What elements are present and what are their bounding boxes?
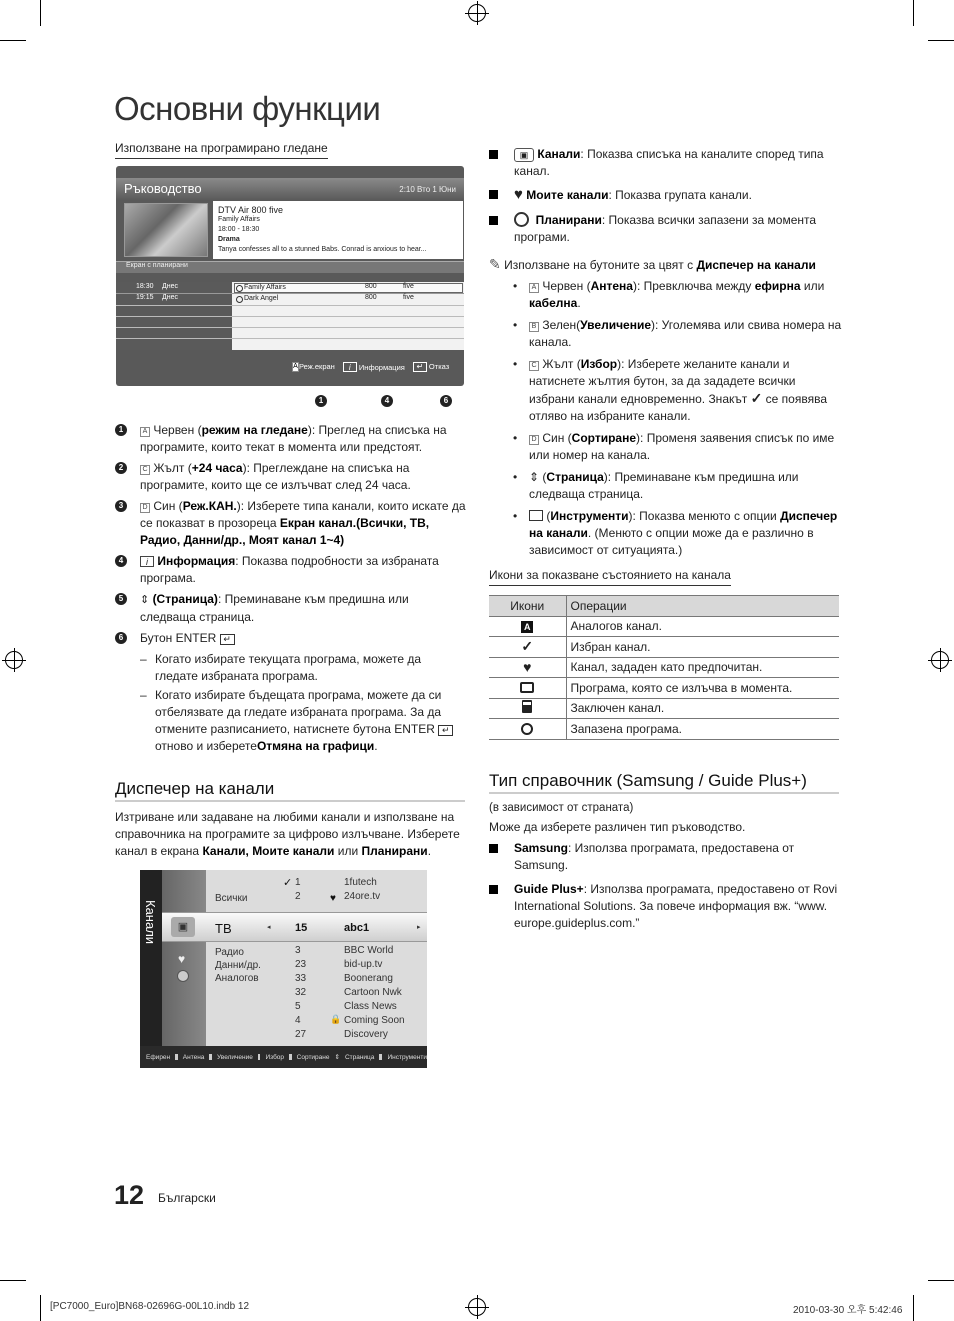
clock-icon xyxy=(514,212,529,227)
enter-icon: ↵ xyxy=(413,362,427,372)
section-heading-channels: Диспечер на канали xyxy=(115,779,275,798)
blue-d-icon xyxy=(289,1054,292,1060)
channels-icon: ▣ xyxy=(514,148,534,162)
page-language: Български xyxy=(158,1191,216,1205)
callout-badge: 4 xyxy=(381,395,393,407)
bullet-list xyxy=(489,146,839,246)
check-icon: ✓ xyxy=(283,877,293,889)
channel-number: 23 xyxy=(295,959,307,970)
list-item: 4 i Информация: Показва подробности за избраната програма. xyxy=(115,553,467,587)
table-row xyxy=(489,637,839,658)
icons-table xyxy=(489,595,839,740)
category-item[interactable]: Радио xyxy=(215,947,244,958)
green-b-icon xyxy=(209,1054,212,1060)
channel-name[interactable]: BBC World xyxy=(344,945,394,956)
guide-intro: Може да изберете различен тип ръководство. xyxy=(489,820,746,834)
yellow-c-icon: C xyxy=(529,361,539,371)
table-cell: Избран канал. xyxy=(566,637,839,658)
list-item: ♥ Моите канали: Показва групата канали. xyxy=(489,186,839,204)
list-item: • B Зелен(Увеличение): Уголемява или свива номера на канала. xyxy=(513,318,842,349)
arrow-left-icon: ◂ xyxy=(267,924,271,931)
divider xyxy=(115,800,465,802)
list-item: ▣ Канали: Показва списъка на каналите според типа канал. xyxy=(489,146,839,180)
list-item: 6 Бутон ENTER ↵ xyxy=(115,630,467,647)
footer-file: [PC7000_Euro]BN68-02696G-00L10.indb 12 xyxy=(50,1301,250,1312)
guide-title: Ръководство xyxy=(124,181,202,196)
table-header: Икони xyxy=(489,596,566,617)
clock-icon xyxy=(177,970,189,982)
registration-mark-icon xyxy=(468,4,486,22)
schedule-channel: 800 xyxy=(365,283,377,290)
dash-item: – Когато избирате бъдещата програма, можете да си отбелязвате да гледате избраната програма. За да отмените разписанието, натиснете бутона ENTER ↵ отново и изберетеОтмяна на графици. xyxy=(115,687,467,755)
heart-icon: ♥ xyxy=(514,186,523,203)
lock-icon xyxy=(522,705,532,713)
registration-mark-icon xyxy=(468,1298,486,1316)
enter-icon: ↵ xyxy=(438,725,453,736)
channels-icon: ▣ xyxy=(171,917,195,937)
channel-number: 27 xyxy=(295,1029,307,1040)
arrow-right-icon: ▸ xyxy=(417,924,421,931)
list-item: 5 ⇕ (Страница): Преминаване към предишна или следваща страница. xyxy=(115,591,467,626)
channel-name[interactable]: Coming Soon xyxy=(344,1015,405,1026)
guide-section-label: Екран с планирани xyxy=(126,262,188,269)
page-title: Основни функции xyxy=(114,90,381,127)
schedule-channel: 800 xyxy=(365,294,377,301)
info-icon: i xyxy=(343,362,357,372)
bar-item[interactable]: Избор xyxy=(265,1053,285,1061)
category-item[interactable]: Аналогов xyxy=(215,973,259,984)
color-button-list xyxy=(513,278,843,559)
program-thumbnail xyxy=(124,203,208,257)
page-updown-icon: ⇕ xyxy=(140,594,150,606)
schedule-network: five xyxy=(403,283,414,290)
channel-name[interactable]: 1futech xyxy=(344,877,377,888)
table-cell: Програма, която се излъчва в момента. xyxy=(566,678,839,699)
channel-number: 5 xyxy=(295,1001,301,1012)
numbered-list xyxy=(115,422,467,755)
channel-number: 1 xyxy=(295,877,301,888)
sub-heading: Използване на програмирано гледане xyxy=(115,140,328,159)
note: ✎ Използване на бутоните за цвят с Диспечер на канали xyxy=(489,256,816,272)
list-item: 3 D Син (Реж.КАН.): Изберете типа канали, които искате да се показват в прозореца Екран канал.(Всички, ТВ, Радио, Данни/др., Моят канал 1~4) xyxy=(115,498,467,549)
table-row xyxy=(489,698,839,719)
tools-icon xyxy=(379,1054,382,1060)
list-item: • D Син (Сортиране): Променя заявения списък по име или номер на канала. xyxy=(513,431,835,462)
info-icon: i xyxy=(140,556,154,567)
program-genre: Drama xyxy=(218,236,240,243)
table-cell: Аналогов канал. xyxy=(566,616,839,637)
category-item-selected[interactable]: ТВ xyxy=(215,921,232,936)
icons-heading: Икони за показване състоянието на канала xyxy=(489,567,731,586)
red-a-icon xyxy=(175,1054,178,1060)
bar-item[interactable]: Антена xyxy=(182,1053,205,1061)
schedule-day: Днес xyxy=(162,283,178,290)
channel-name[interactable]: Discovery xyxy=(344,1029,388,1040)
table-row xyxy=(489,678,839,699)
channel-name[interactable]: Boonerang xyxy=(344,973,393,984)
table-cell: Запазена програма. xyxy=(566,719,839,740)
exit-button[interactable]: ↵ Отказ xyxy=(413,362,449,372)
guide-section xyxy=(489,800,839,932)
schedule-time: 18:30 xyxy=(136,283,154,290)
table-header-row xyxy=(489,596,839,617)
section-heading-guide: Тип справочник (Samsung / Guide Plus+) xyxy=(489,771,807,790)
crop-mark xyxy=(928,1280,954,1281)
bar-item[interactable]: Страница xyxy=(344,1053,375,1061)
mode-button[interactable]: AРеж.екран xyxy=(293,362,335,371)
category-item[interactable]: Данни/др. xyxy=(215,960,261,971)
clock-icon xyxy=(236,296,243,303)
list-item: Samsung: Използва програмата, предоставена от Samsung. xyxy=(489,840,839,874)
bar-item[interactable]: Ефирен xyxy=(146,1053,171,1061)
divider xyxy=(489,792,839,794)
clock-icon xyxy=(236,285,243,292)
channel-name-selected[interactable]: abc1 xyxy=(344,922,370,934)
lock-icon: 🔒 xyxy=(330,1014,342,1024)
crop-mark xyxy=(913,1295,914,1321)
crop-mark xyxy=(0,1280,26,1281)
channel-number: 3 xyxy=(295,945,301,956)
table-row xyxy=(489,616,839,637)
tv-icon xyxy=(520,682,534,693)
schedule-time: 19:15 xyxy=(136,294,154,301)
schedule-network: five xyxy=(403,294,414,301)
list-item: • C Жълт (Избор): Изберете желаните канали и натиснете жълтия бутон, за да зададете всички избрани канали едновременно. Знакът ✓ се появява отляво на избраните канали. xyxy=(513,357,827,423)
list-item: • ⇕ (Страница): Преминаване към предишна или следваща страница. xyxy=(513,470,799,501)
program-name: Family Affairs xyxy=(218,216,260,223)
crop-mark xyxy=(40,1295,41,1321)
registration-mark-icon xyxy=(931,651,949,669)
table-cell: Заключен канал. xyxy=(566,698,839,719)
channel-name[interactable]: Cartoon Nwk xyxy=(344,987,402,998)
red-a-icon: A xyxy=(140,427,150,437)
callout-badge: 1 xyxy=(315,395,327,407)
clock-icon xyxy=(521,723,533,735)
tools-icon xyxy=(529,510,543,521)
bar-item[interactable]: Увеличение xyxy=(217,1053,253,1061)
crop-mark xyxy=(40,0,41,26)
registration-mark-icon xyxy=(5,651,23,669)
channel-bottom-bar xyxy=(140,1046,427,1068)
channel-name[interactable]: Class News xyxy=(344,1001,397,1012)
footer-date: 2010-03-30 오후 5:42:46 xyxy=(793,1305,903,1316)
page-updown-icon: ⇕ xyxy=(334,1054,340,1061)
guide-screen xyxy=(116,166,464,386)
schedule-day: Днес xyxy=(162,294,178,301)
analog-a-icon: A xyxy=(521,621,533,633)
crop-mark xyxy=(928,40,954,41)
bar-item[interactable]: Сортиране xyxy=(296,1053,330,1061)
channel-name[interactable]: bid-up.tv xyxy=(344,959,383,970)
blue-d-icon: D xyxy=(529,435,539,445)
crop-mark xyxy=(0,40,26,41)
list-item: Guide Plus+: Използва програмата, предоставено от Rovi International Solutions. За повече информация вж. “www. europe.guideplus.com.” xyxy=(489,881,839,932)
list-item: Планирани: Показва всички запазени за момента програми. xyxy=(489,212,839,246)
green-b-icon: B xyxy=(529,322,539,332)
guide-clock: 2:10 Вто 1 Юни xyxy=(399,185,456,194)
check-icon: ✓ xyxy=(750,390,763,406)
yellow-c-icon xyxy=(258,1054,261,1060)
bar-item[interactable]: Инструменти xyxy=(387,1053,427,1061)
channel-number: 2 xyxy=(295,891,301,902)
list-item: 2 C Жълт (+24 часа): Преглеждане на списъка на програмите, които ще се излъчват след 24 часа. xyxy=(115,460,467,494)
enter-icon: ↵ xyxy=(220,634,235,645)
schedule-name[interactable]: Dark Angel xyxy=(244,295,279,302)
page-updown-icon: ⇕ xyxy=(529,470,540,484)
callout-badge: 6 xyxy=(440,395,452,407)
category-item[interactable]: Всички xyxy=(215,893,248,904)
blue-d-icon: D xyxy=(140,503,150,513)
crop-mark xyxy=(913,0,914,26)
channel-manager-screen xyxy=(140,870,427,1068)
list-item: 1 A Червен (режим на гледане): Преглед на списъка на програмите, които текат в момента или предстоят. xyxy=(115,422,467,456)
info-button[interactable]: i Информация xyxy=(343,362,405,372)
program-channel: DTV Air 800 five xyxy=(218,205,284,215)
program-time: 18:00 - 18:30 xyxy=(218,226,260,233)
program-description: Tanya confesses all to a stunned Babs. Conrad is anxious to hear... xyxy=(218,246,427,253)
page-number: 12 xyxy=(114,1180,145,1210)
channels-paragraph: Изтриване или задаване на любими канали и използване на справочника на програмите за цифрово излъчване. Изберете канал в екрана Канали, Моите канали или Планирани. xyxy=(115,810,460,858)
heart-icon: ♥ xyxy=(178,952,186,966)
list-item: • (Инструменти): Показва менюто с опции Диспечер на канали. (Менюто с опции може да е различно в зависимост от ситуацията.) xyxy=(513,509,838,557)
table-header: Операции xyxy=(566,596,839,617)
table-cell: Канал, зададен като предпочитан. xyxy=(566,657,839,678)
heart-icon: ♥ xyxy=(330,893,336,904)
red-a-icon: A xyxy=(529,283,539,293)
table-row xyxy=(489,719,839,740)
red-a-icon: A xyxy=(293,363,298,370)
channel-name[interactable]: 24ore.tv xyxy=(344,891,381,902)
channel-number: 32 xyxy=(295,987,307,998)
channel-number-selected: 15 xyxy=(295,922,308,934)
schedule-name[interactable]: Family Affairs xyxy=(244,284,286,291)
list-item: • A Червен (Антена): Превключва между ефирна или кабелна. xyxy=(513,279,825,310)
channel-number: 33 xyxy=(295,973,307,984)
heart-icon: ♥ xyxy=(523,659,532,676)
channel-number: 4 xyxy=(295,1015,301,1026)
yellow-c-icon: C xyxy=(140,465,150,475)
table-row xyxy=(489,657,839,678)
note-pencil-icon: ✎ xyxy=(489,256,501,272)
check-icon: ✓ xyxy=(521,638,534,655)
country-note: (в зависимост от страната) xyxy=(489,802,634,814)
dash-item: – Когато избирате текущата програма, можете да гледате избраната програма. xyxy=(140,652,422,683)
channels-side-title: Канали xyxy=(143,900,158,945)
